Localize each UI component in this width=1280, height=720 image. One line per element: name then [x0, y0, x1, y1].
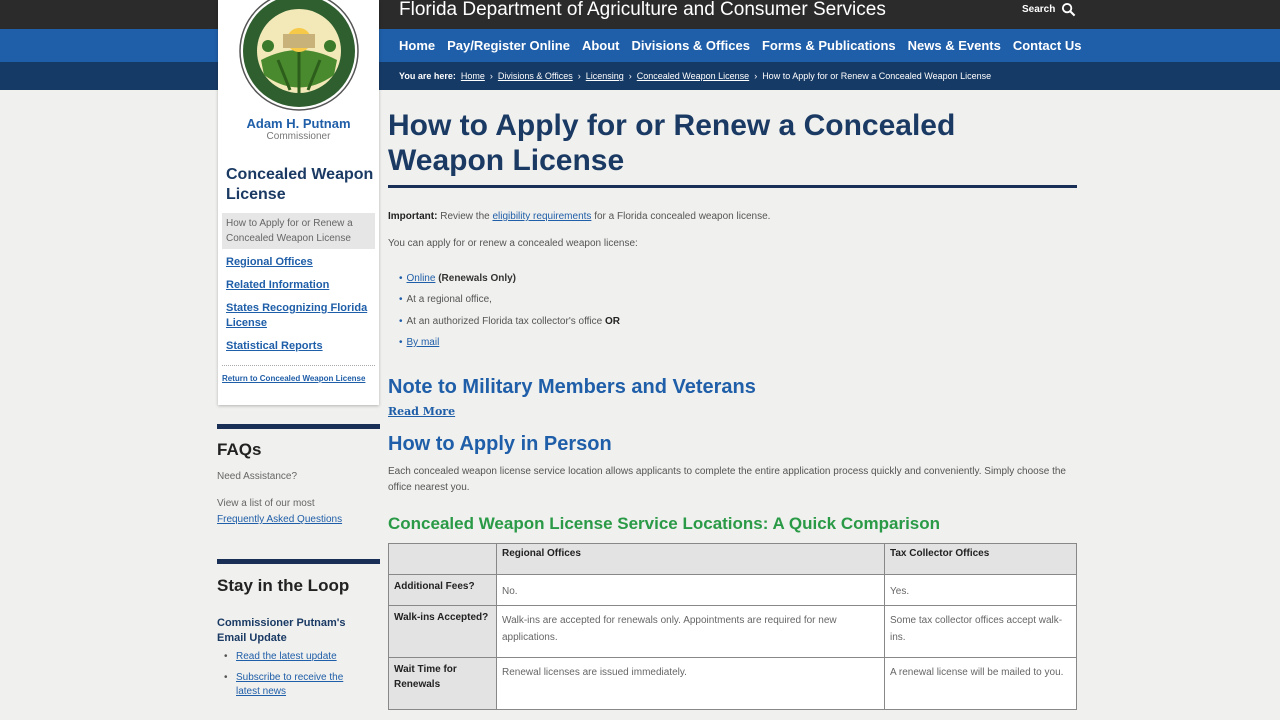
faq-link[interactable]: Frequently Asked Questions: [217, 514, 343, 525]
faq-assistance: Need Assistance?: [217, 471, 298, 482]
sidebar-item-regional-offices[interactable]: Regional Offices: [226, 256, 313, 268]
table-row: [389, 658, 1077, 710]
option-mail: • By mail: [399, 337, 440, 348]
nav-news[interactable]: News & Events: [907, 38, 1001, 53]
regional-text: At a regional office,: [406, 294, 492, 305]
table-row: [389, 606, 1077, 658]
sidebar-item-active[interactable]: How to Apply for or Renew a Concealed Weapon License: [222, 213, 375, 249]
military-heading: Note to Military Members and Veterans: [388, 376, 756, 398]
nav-home[interactable]: Home: [399, 38, 436, 53]
option-tax-collector: • At an authorized Florida tax collector's office OR: [399, 316, 621, 327]
online-note: (Renewals Only): [438, 273, 517, 284]
breadcrumb-licensing[interactable]: Licensing: [585, 71, 624, 81]
breadcrumb-cwl[interactable]: Concealed Weapon License: [636, 71, 750, 81]
main-nav: [399, 29, 1081, 62]
sidebar-item-states-recognizing[interactable]: States Recognizing Florida License: [226, 302, 368, 329]
title-rule: [388, 185, 1077, 188]
important-post: for a Florida concealed weapon license.: [594, 211, 771, 222]
faq-title: FAQs: [217, 440, 262, 459]
sidebar-divider: [222, 365, 375, 366]
commissioner-title: Commissioner: [266, 131, 331, 142]
breadcrumb: You are here: Home › Divisions & Offices › Licensing › Concealed Weapon License › How to Apply for or Renew a Concealed Weapon License: [399, 71, 992, 81]
option-regional: • At a regional office,: [399, 294, 492, 305]
table-header-empty: [389, 544, 497, 575]
nav-divisions[interactable]: Divisions & Offices: [631, 38, 750, 53]
intro-text: You can apply for or renew a concealed weapon license:: [388, 238, 638, 249]
comparison-table: [388, 543, 1077, 710]
breadcrumb-current: How to Apply for or Renew a Concealed Weapon License: [762, 71, 992, 81]
loop-link-subscribe[interactable]: • Subscribe to receive the latest news: [224, 671, 364, 699]
search-icon: [1061, 2, 1076, 17]
nav-contact[interactable]: Contact Us: [1012, 38, 1082, 53]
sidebar-item-statistical-reports[interactable]: Statistical Reports: [226, 340, 323, 352]
search-button[interactable]: [1022, 2, 1076, 17]
row-label-fees: Additional Fees?: [389, 575, 497, 606]
cell-wait-regional: Renewal licenses are issued immediately.: [497, 658, 885, 710]
table-header-tax: Tax Collector Offices: [885, 544, 1077, 575]
important-label: Important:: [388, 211, 438, 222]
online-link[interactable]: Online: [406, 273, 436, 284]
table-header-regional: Regional Offices: [497, 544, 885, 575]
commissioner-block: [218, 116, 379, 142]
cell-fees-tax: Yes.: [885, 575, 1077, 606]
or-text: OR: [605, 316, 621, 327]
commissioner-name: Adam H. Putnam: [246, 116, 351, 131]
row-label-walkins: Walk-ins Accepted?: [389, 606, 497, 658]
breadcrumb-home[interactable]: Home: [460, 71, 485, 81]
apply-text: Each concealed weapon license service location allows applicants to complete the entire application process quickly and conveniently. Simply choose the office nearest you.: [388, 466, 1066, 493]
loop-divider: [217, 559, 380, 564]
loop-link-latest-label: Read the latest update: [236, 651, 337, 662]
email-update-heading: Commissioner Putnam's Email Update: [217, 617, 346, 644]
important-pre: Review the: [440, 211, 490, 222]
site-title[interactable]: Florida Department of Agriculture and Consumer Services: [399, 0, 886, 20]
row-label-wait: Wait Time for Renewals: [389, 658, 497, 710]
loop-link-latest[interactable]: • Read the latest update: [224, 650, 364, 664]
loop-title: Stay in the Loop: [217, 576, 350, 595]
mail-link[interactable]: By mail: [406, 337, 440, 348]
option-online: • Online (Renewals Only): [399, 273, 517, 284]
table-row: [389, 575, 1077, 606]
cell-walkins-regional: Walk-ins are accepted for renewals only. Appointments are required for new applications.: [497, 606, 885, 658]
nav-about[interactable]: About: [581, 38, 620, 53]
sidebar-item-related-information[interactable]: Related Information: [226, 279, 330, 291]
faq-view-text: View a list of our most: [217, 498, 315, 509]
comparison-heading: Concealed Weapon License Service Locations: A Quick Comparison: [388, 514, 941, 533]
breadcrumb-label: You are here:: [399, 71, 456, 81]
return-link[interactable]: Return to Concealed Weapon License: [222, 374, 366, 383]
cell-wait-tax: A renewal license will be mailed to you.: [885, 658, 1077, 710]
department-seal-logo[interactable]: [238, 0, 360, 112]
cell-walkins-tax: Some tax collector offices accept walk-ins.: [885, 606, 1077, 658]
nav-forms[interactable]: Forms & Publications: [761, 38, 896, 53]
breadcrumb-divisions[interactable]: Divisions & Offices: [497, 71, 573, 81]
apply-heading: How to Apply in Person: [388, 433, 612, 455]
page-title: How to Apply for or Renew a Concealed Weapon License: [388, 109, 956, 177]
nav-pay-register[interactable]: Pay/Register Online: [447, 38, 570, 53]
table-header-row: [389, 544, 1077, 575]
cell-fees-regional: No.: [497, 575, 885, 606]
loop-link-subscribe-label: Subscribe to receive the latest news: [236, 672, 344, 697]
read-more-link[interactable]: Read More: [388, 405, 456, 418]
important-note: [388, 209, 770, 225]
faq-divider: [217, 424, 380, 429]
sidebar-section-title: Concealed Weapon License: [226, 166, 374, 203]
eligibility-link[interactable]: eligibility requirements: [492, 211, 592, 222]
search-label: Search: [1022, 4, 1056, 15]
tax-collector-text: At an authorized Florida tax collector's office: [406, 316, 603, 327]
